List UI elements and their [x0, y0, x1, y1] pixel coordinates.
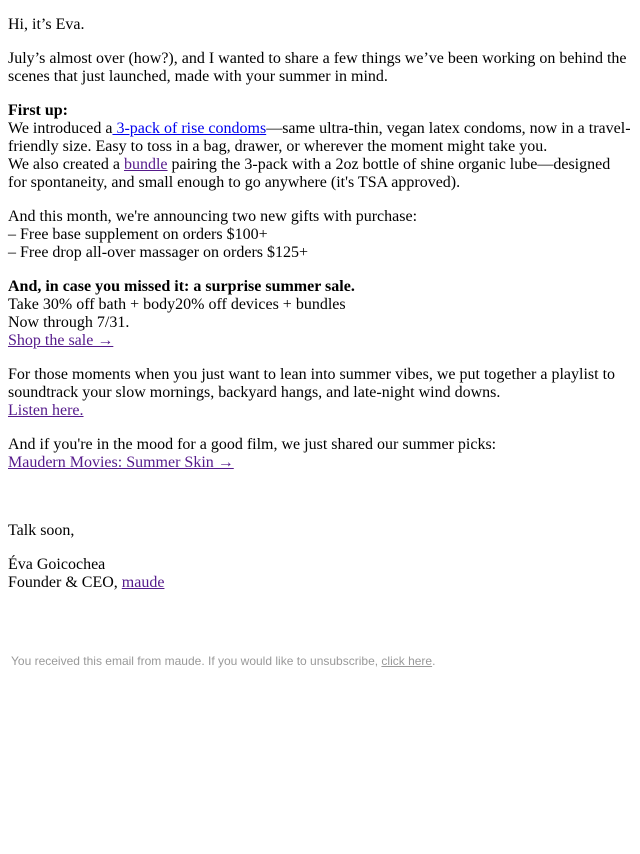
bundle-text-pre: We also created a [8, 156, 124, 173]
signature [8, 556, 632, 592]
playlist-text: For those moments when you just want to lean into summer vibes, we put together a playlist to soundtrack your slow mornings, backyard hangs, and late-night wind downs. [8, 366, 616, 401]
gift-item-drop: – Free drop all-over massager on orders $125+ [8, 244, 309, 261]
playlist-section [8, 366, 632, 420]
maude-link[interactable]: maude [121, 574, 165, 591]
sale-dates: Now through 7/31. [8, 314, 130, 331]
section-spacer [8, 488, 632, 522]
gifts-section [8, 208, 632, 262]
footer-end: . [432, 654, 436, 668]
film-section [8, 436, 632, 472]
maudern-movies-link[interactable]: Maudern Movies: Summer Skin → [8, 454, 234, 471]
condoms-text-pre: We introduced a [8, 120, 113, 137]
gifts-intro: And this month, we're announcing two new gifts with purchase: [8, 208, 418, 225]
shop-sale-link[interactable]: Shop the sale → [8, 332, 114, 349]
condoms-text-post: —same ultra-thin, vegan latex condoms, now in a travel-friendly size. Easy to toss in a bag, drawer, or wherever the moment might take you. [8, 120, 631, 155]
intro-paragraph: July’s almost over (how?), and I wanted to share a few things we’ve been working on behind the scenes that just launched, made with your summer in mind. [8, 50, 627, 85]
signature-title: Founder & CEO, [8, 574, 122, 591]
gift-item-base: – Free base supplement on orders $100+ [8, 226, 268, 243]
first-up-section [8, 102, 632, 192]
film-text: And if you're in the mood for a good film, we just shared our summer picks: [8, 436, 497, 453]
signature-name: Éva Goicochea [8, 556, 106, 573]
closing: Talk soon, [8, 522, 75, 539]
sale-details: Take 30% off bath + body20% off devices + bundles [8, 296, 346, 313]
email-footer [8, 654, 632, 668]
first-up-heading: First up: [8, 102, 68, 119]
bundle-text-post: pairing the 3-pack with a 2oz bottle of shine organic lube—designed for spontaneity, and small enough to go anywhere (it's TSA approved). [8, 156, 611, 191]
unsubscribe-link[interactable]: click here [381, 654, 433, 668]
bundle-link[interactable]: bundle [123, 156, 168, 173]
footer-text: You received this email from maude. If you would like to unsubscribe, [11, 654, 382, 668]
greeting: Hi, it’s Eva. [8, 16, 85, 33]
sale-heading: And, in case you missed it: a surprise summer sale. [8, 278, 355, 295]
sale-section [8, 278, 632, 350]
condoms-3-pack-link[interactable]: 3-pack of rise condoms [112, 120, 267, 137]
listen-here-link[interactable]: Listen here. [8, 402, 84, 419]
